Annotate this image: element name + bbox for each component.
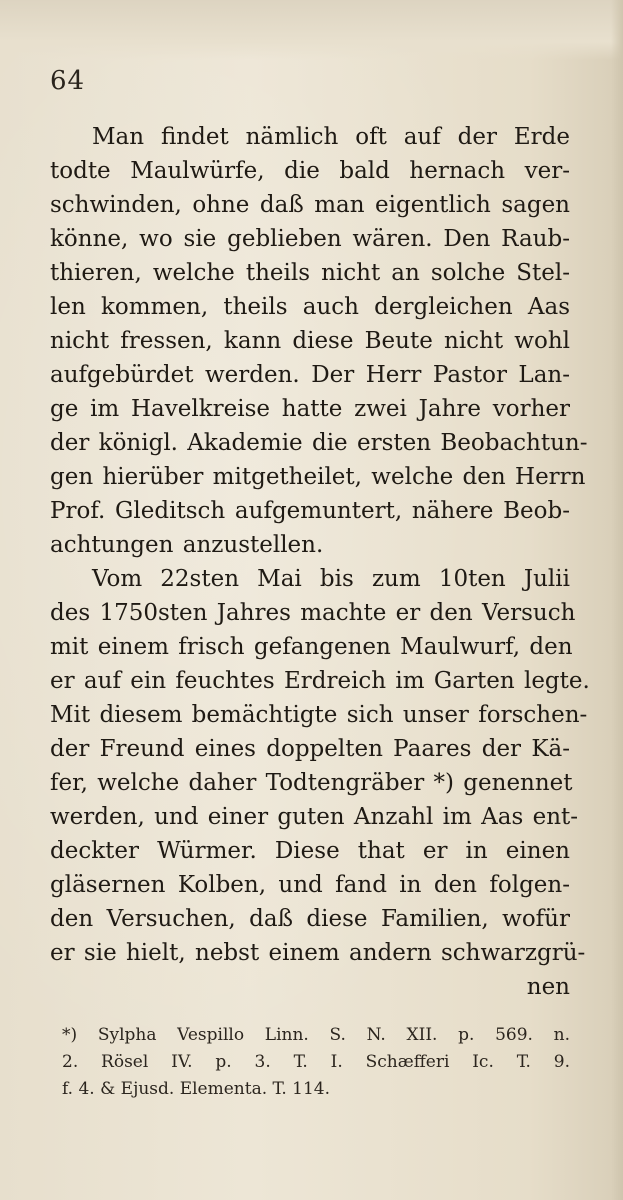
text-line: Man findet nämlich oft auf der Erde — [92, 124, 570, 150]
text-line: werden, und einer guten Anzahl im Aas ent- — [50, 804, 579, 830]
text-line: den Versuchen, daß diese Familien, wofür — [50, 906, 570, 932]
text-line: mit einem frisch gefangenen Maulwurf, den — [50, 634, 573, 660]
text-line: aufgebürdet werden. Der Herr Pastor Lan- — [50, 362, 570, 388]
text-line: des 1750sten Jahres machte er den Versuch — [50, 600, 576, 626]
text-line: ge im Havelkreise hatte zwei Jahre vorher — [50, 396, 570, 422]
text-line: der Freund eines doppelten Paares der Kä- — [50, 736, 570, 762]
text-line: Mit diesem bemächtigte sich unser forschen- — [50, 702, 588, 728]
text-line: Vom 22sten Mai bis zum 10ten Julii — [92, 566, 570, 592]
body-text — [50, 120, 590, 1004]
catchword: nen — [526, 974, 570, 1000]
text-line: len kommen, theils auch dergleichen Aas — [50, 294, 570, 320]
footnote-line: *) Sylpha Vespillo Linn. S. N. XII. p. 569. n. — [62, 1025, 570, 1045]
page-edge-top — [0, 0, 623, 60]
text-line: er sie hielt, nebst einem andern schwarzgrü- — [50, 940, 586, 966]
text-line: gen hierüber mitgetheilet, welche den Herrn — [50, 464, 586, 490]
text-line: der königl. Akademie die ersten Beobachtun- — [50, 430, 588, 456]
text-line: deckter Würmer. Diese that er in einen — [50, 838, 570, 864]
footnote-line: f. 4. & Ejusd. Elementa. T. 114. — [62, 1079, 331, 1099]
text-line: er auf ein feuchtes Erdreich im Garten legte. — [50, 668, 590, 694]
page-number: 64 — [50, 66, 86, 96]
text-line: gläsernen Kolben, und fand in den folgen- — [50, 872, 570, 898]
page-edge-right — [611, 0, 623, 1200]
text-line: fer, welche daher Todtengräber *) genennet — [50, 770, 573, 796]
text-line: thieren, welche theils nicht an solche Stel- — [50, 260, 570, 286]
text-line: schwinden, ohne daß man eigentlich sagen — [50, 192, 570, 218]
text-line: todte Maulwürfe, die bald hernach ver- — [50, 158, 570, 184]
footnotes — [62, 1022, 570, 1103]
text-line: nicht fressen, kann diese Beute nicht wohl — [50, 328, 570, 354]
footnote-line: 2. Rösel IV. p. 3. T. I. Schæfferi Ic. T. 9. — [62, 1052, 570, 1072]
text-line: achtungen anzustellen. — [50, 532, 324, 558]
text-line: Prof. Gleditsch aufgemuntert, nähere Beob- — [50, 498, 570, 524]
text-line: könne, wo sie geblieben wären. Den Raub- — [50, 226, 570, 252]
